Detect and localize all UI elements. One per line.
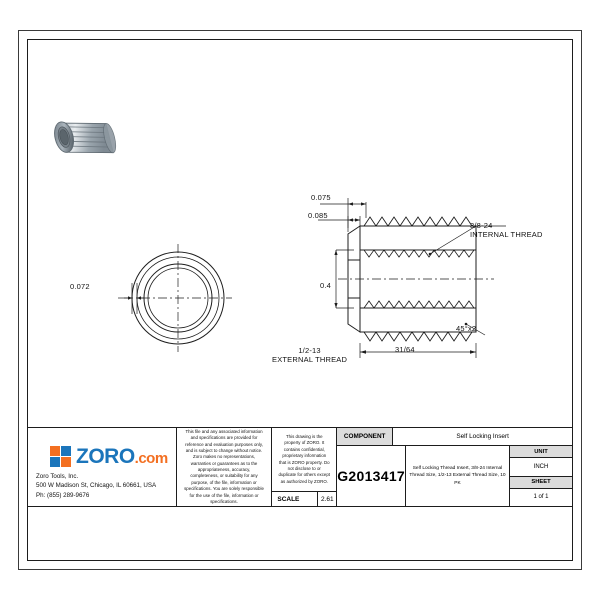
external-thread-size: 1/2-13 (298, 346, 321, 355)
dim-section-45-x2: 45°x2 (456, 324, 477, 333)
dim-front-0-072: 0.072 (70, 282, 90, 291)
sheet-value: 1 of 1 (533, 494, 549, 501)
zoro-logo-mark-icon (50, 446, 71, 467)
company-phone: Ph: (855) 289-9676 (36, 491, 90, 499)
part-description: Self Locking Thread Insert, 3/8-24 Internal Thread Size, 1/2-13 External Thread Size, 10 PK (406, 446, 510, 506)
scale-row (272, 492, 336, 506)
sheet-label: SHEET (510, 477, 572, 489)
zoro-logo (50, 446, 168, 467)
isometric-insert-illustration (44, 102, 136, 182)
company-name: Zoro Tools, Inc. (36, 473, 79, 481)
dim-section-0-075: 0.075 (311, 193, 331, 202)
zoro-wordmark: ZORO (76, 445, 135, 468)
part-number-box (337, 446, 406, 506)
front-circular-view (108, 228, 248, 368)
part-number: G2013417 (337, 468, 405, 484)
callout-internal-thread (470, 221, 543, 240)
company-address-block (36, 472, 156, 500)
legal-note: This file and any associated information and specifications are provided for reference and evaluation purposes only, and is subject to change without notice. Zoro makes no representations, warranties or guarantees as to the appropriateness, accuracy, completeness, or suitability for any purpose, of the file, information or specifications. You are solely responsible for the use of the file, information or specifications. (177, 428, 273, 506)
dim-section-0-4: 0.4 (320, 281, 332, 290)
confidential-note: This drawing is the property of ZORO. It contains confidential, proprietary information that is ZORO property. Do not disclose to or duplicate for others except as authorized by ZORO. (272, 428, 336, 492)
scale-value: 2.61 (320, 495, 334, 503)
title-block (27, 427, 573, 507)
unit-row (510, 446, 572, 477)
component-row (337, 428, 572, 446)
title-block-main (337, 428, 572, 506)
external-thread-label: EXTERNAL THREAD (272, 355, 348, 365)
title-block-company (28, 428, 177, 506)
dim-section-31-64: 31/64 (395, 345, 415, 354)
scale-label: SCALE (272, 492, 318, 506)
confidential-and-scale (272, 428, 337, 506)
unit-value: INCH (533, 463, 549, 470)
part-row (337, 446, 572, 506)
internal-thread-label: INTERNAL THREAD (470, 230, 543, 240)
sheet-row (510, 477, 572, 507)
internal-thread-size: 3/8-24 (470, 221, 493, 230)
dim-section-0-085: 0.085 (308, 211, 328, 220)
company-address: 500 W Madison St, Chicago, IL 60661, USA (36, 482, 157, 490)
component-label: COMPONENT (337, 428, 393, 445)
zoro-logo-text (76, 446, 168, 467)
unit-label: UNIT (510, 446, 572, 458)
zoro-dotcom: .com (134, 450, 168, 467)
component-value: Self Locking Insert (456, 433, 509, 440)
unit-sheet-column (510, 446, 572, 506)
